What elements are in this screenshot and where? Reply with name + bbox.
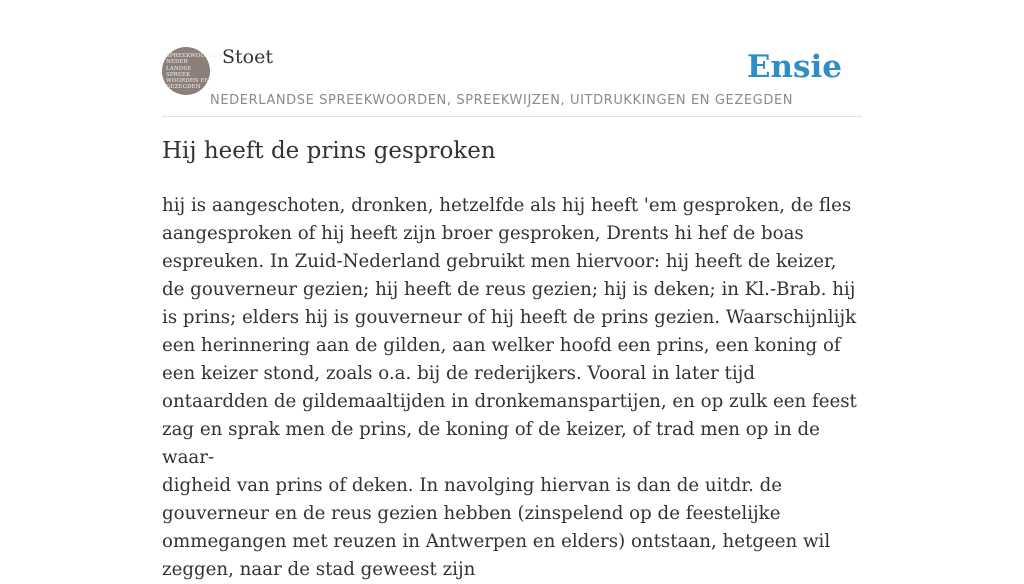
- source-subtitle: NEDERLANDSE SPREEKWOORDEN, SPREEKWIJZEN, UITDRUKKINGEN EN GEZEGDEN: [210, 93, 794, 108]
- entry-body: [162, 192, 862, 584]
- author-avatar[interactable]: [162, 47, 223, 95]
- entry-paragraph: hij is aangeschoten, dronken, hetzelfde als hij heeft 'em gesproken, de fles aangesproken of hij heeft zijn broer gesproken, Drents hi hef de boas espreuken. In Zuid-Nederland gebruikt men hiervoor: hij heeft de keizer, de gouverneur gezien; hij heeft de reus gezien; hij is deken; in Kl.-Brab. hij is prins; elders hij is gouverneur of hij heeft de prins gezien. Waarschijnlijk een herinnering aan de gilden, aan welker hoofd een prins, een koning of een keizer stond, zoals o.a. bij de rederijkers. Vooral in later tijd ontaardden de gildemaaltijden in dronkemanspartijen, en op zulk een feest zag en sprak men de prins, de koning of de keizer, of trad men op in de waar-: [162, 195, 857, 468]
- brand-logo[interactable]: Ensie: [746, 49, 842, 85]
- author-name[interactable]: Stoet: [222, 46, 273, 68]
- entry-paragraph: digheid van prins of deken. In navolging hiervan is dan de uitdr. de gouverneur en de reus gezien hebben (zinspelend op de feestelijke ommegangen met reuzen in Antwerpen en elders) ontstaan, hetgeen wil zeggen, naar de stad geweest zijn: [162, 475, 831, 580]
- entry-title: Hij heeft de prins gesproken: [162, 138, 496, 164]
- header: [162, 46, 862, 117]
- avatar-text: SPREEKWOORDEN NEDER LANDSE SPREEK WOORDEN EN GEZEGDEN: [166, 53, 223, 91]
